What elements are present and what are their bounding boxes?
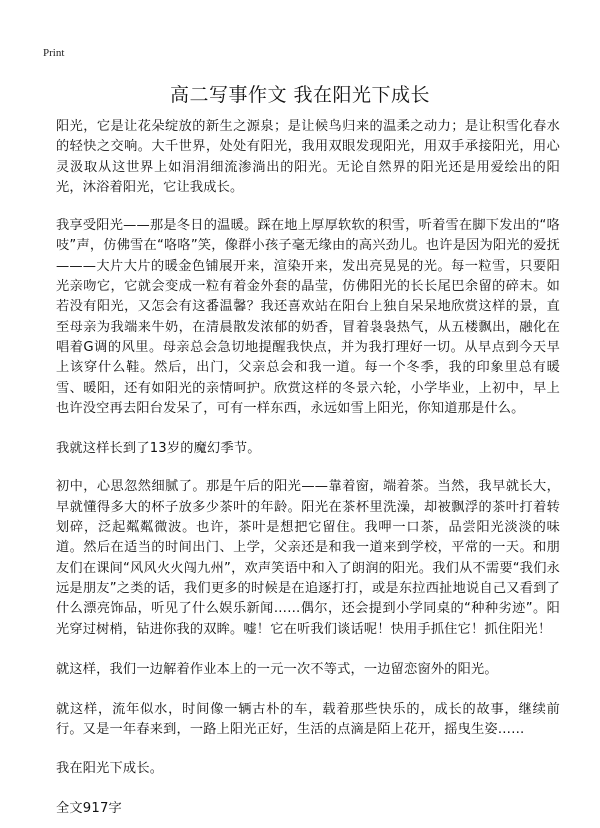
print-link[interactable]: Print	[43, 47, 65, 59]
paragraph-intro: 阳光，它是让花朵绽放的新生之源泉；是让候鸟归来的温柔之动力；是让积雪化春水的轻快之交响。大千世界，处处有阳光，我用双眼发现阳光，用双手承接阳光，用心灵汲取从这世界上如涓涓细流渗淌出的阳光。无论自然界的阳光还是用爱绘出的阳光，沐浴着阳光，它让我成长。	[56, 119, 560, 195]
paragraph-age-thirteen: 我就这样长到了13岁的魔幻季节。	[56, 441, 261, 457]
paragraph-conclusion: 我在阳光下成长。	[56, 760, 164, 776]
paragraph-time-flows: 就这样，流年似水，时间像一辆古朴的车，载着那些快乐的，成长的故事，继续前行。又是一年春来到，一路上阳光正好，生活的点滴是陌上花开，摇曳生姿……	[56, 702, 560, 738]
word-count: 全文917字	[56, 801, 122, 817]
article-title: 高二写事作文 我在阳光下成长	[169, 84, 431, 106]
article-body	[56, 117, 560, 819]
paragraph-homework: 就这样，我们一边解着作业本上的一元一次不等式，一边留恋窗外的阳光。	[56, 661, 498, 677]
paragraph-junior-high: 初中，心思忽然细腻了。那是午后的阳光——靠着窗，端着茶。当然，我早就长大，早就懂得多大的杯子放多少茶叶的年龄。阳光在茶杯里洗澡，却被飘浮的茶叶打着转划碎，泛起粼粼微波。也许，茶叶是想把它留住。我呷一口茶，品尝阳光淡淡的味道。然后在适当的时间出门、上学，父亲还是和我一道来到学校，平常的一天。和朋友们在课间“风风火火闯九州”，欢声笑语中和入了朗润的阳光。我们从不需要“我们永远是朋友”之类的话，我们更多的时候是在追逐打打，或是东拉西扯地说自己又看到了什么漂亮饰品，听见了什么娱乐新闻……偶尔，还会提到小学同桌的“种种劣迹”。阳光穿过树梢，钻进你我的双眸。嘘！它在听我们谈话呢！快用手抓住它！抓住阳光！	[56, 479, 560, 637]
paragraph-winter-sunshine: 我享受阳光——那是冬日的温暖。踩在地上厚厚软软的积雪，听着雪在脚下发出的“咯吱”声，仿佛雪在“咯咯”笑，像群小孩子毫无缘由的高兴劲儿。也许是因为阳光的爱抚———大片大片的暖金色铺展开来，渲染开来，发出亮晃晃的光。每一粒雪，只要阳光亲吻它，它就会变成一粒有着金外套的晶莹，仿佛阳光的长长尾巴余留的碎末。如若没有阳光，又怎会有这番温馨？我还喜欢站在阳台上独自呆呆地欣赏这样的景，直至母亲为我端来牛奶，在清晨散发浓郁的奶香，冒着袅袅热气，从五楼飘出，融化在唱着G调的风里。母亲总会急切地提醒我快点，并为我打理好一切。从早点到今天早上该穿什么鞋。然后，出门，父亲总会和我一道。每一个冬季，我的印象里总有暖雪、暖阳，还有如阳光的亲情呵护。欣赏这样的冬景六轮，小学毕业，上初中，早上也许没空再去阳台发呆了，可有一样东西，永远如雪上阳光，你知道那是什么。	[56, 218, 560, 416]
